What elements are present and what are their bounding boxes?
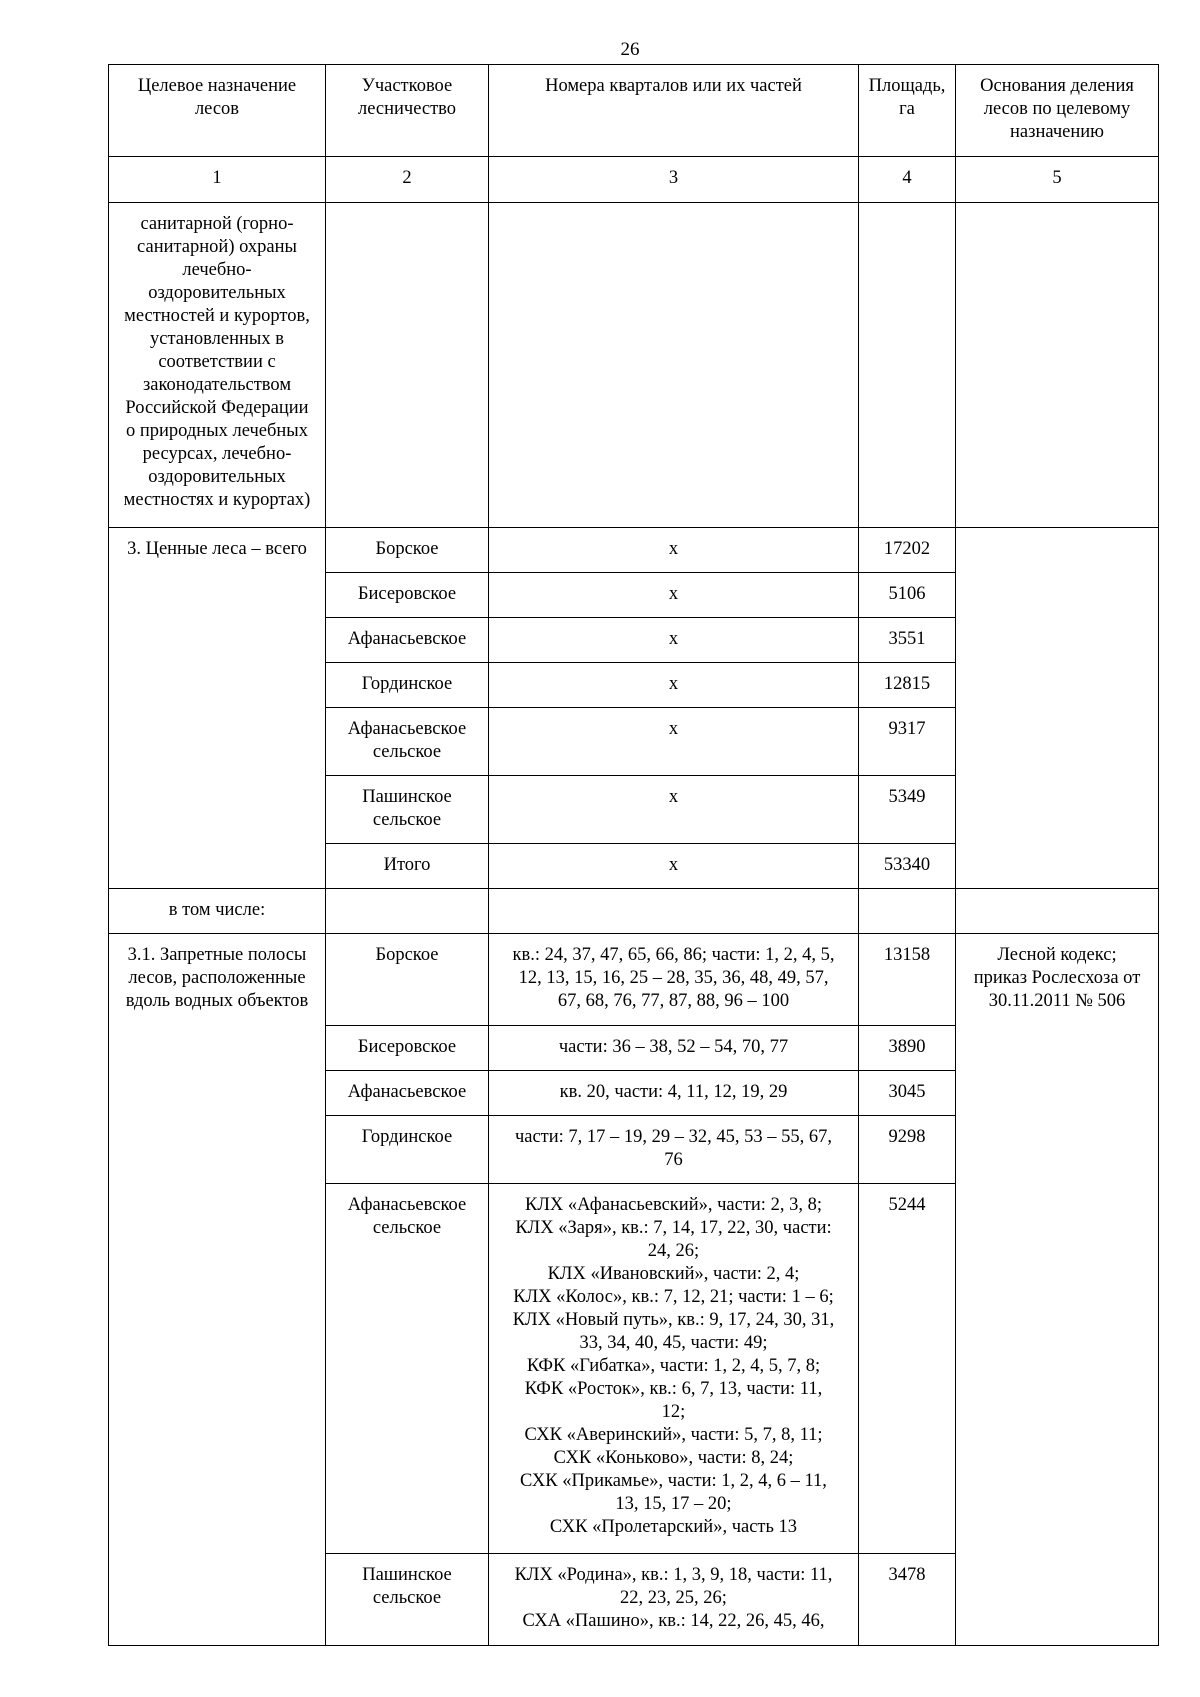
area-cell: 53340: [859, 844, 956, 889]
area-cell: 5349: [859, 776, 956, 844]
empty-cell: [326, 203, 489, 528]
table-row: [109, 889, 1159, 934]
empty-cell: [859, 203, 956, 528]
area-cell: 3890: [859, 1026, 956, 1071]
page-number: 26: [620, 39, 640, 60]
area-cell: 12815: [859, 663, 956, 708]
column-number: 5: [956, 157, 1159, 203]
forestry-cell: Борское: [326, 528, 489, 573]
forestry-cell: Гординское: [326, 1116, 489, 1184]
basis-cell: [956, 528, 1159, 889]
empty-cell: [489, 203, 859, 528]
forestry-cell: Борское: [326, 934, 489, 1026]
forestry-cell: Бисеровское: [326, 573, 489, 618]
table-row: [109, 934, 1159, 1026]
including-label: в том числе:: [109, 889, 326, 934]
column-number: 4: [859, 157, 956, 203]
forest-purpose-table: [108, 64, 1159, 1646]
quarters-cell: х: [489, 663, 859, 708]
area-cell: 13158: [859, 934, 956, 1026]
quarters-cell: х: [489, 708, 859, 776]
area-cell: 3045: [859, 1071, 956, 1116]
purpose-cell: 3. Ценные леса – всего: [109, 528, 326, 889]
quarters-cell: х: [489, 528, 859, 573]
quarters-cell: х: [489, 573, 859, 618]
area-cell: 5106: [859, 573, 956, 618]
forestry-cell: Афанасьевское: [326, 1071, 489, 1116]
area-cell: 9298: [859, 1116, 956, 1184]
quarters-cell: х: [489, 776, 859, 844]
quarters-cell: х: [489, 844, 859, 889]
quarters-cell: КЛХ «Афанасьевский», части: 2, 3, 8; КЛХ «Заря», кв.: 7, 14, 17, 22, 30, части: 24, 26; КЛХ «Ивановский», части: 2, 4; КЛХ «Колос», кв.: 7, 12, 21; части: 1 – 6; КЛХ «Новый путь», кв.: 9, 17, 24, 30, 31, 33, 34, 40, 45, части: 49; КФК «Гибатка», части: 1, 2, 4, 5, 7, 8; КФК «Росток», кв.: 6, 7, 13, части: 11, 12; СХК «Аверинский», части: 5, 7, 8, 11; СХК «Коньково», части: 8, 24; СХК «Прикамье», части: 1, 2, 4, 6 – 11, 13, 15, 17 – 20; СХК «Пролетарский», часть 13: [489, 1184, 859, 1554]
column-number: 2: [326, 157, 489, 203]
header-row: [109, 65, 1159, 157]
column-number-row: [109, 157, 1159, 203]
forestry-cell: Бисеровское: [326, 1026, 489, 1071]
area-cell: 3551: [859, 618, 956, 663]
area-cell: 5244: [859, 1184, 956, 1554]
forestry-cell: Афанасьевское сельское: [326, 1184, 489, 1554]
quarters-cell: части: 36 – 38, 52 – 54, 70, 77: [489, 1026, 859, 1071]
empty-cell: [326, 889, 489, 934]
quarters-cell: КЛХ «Родина», кв.: 1, 3, 9, 18, части: 11, 22, 23, 25, 26; СХА «Пашино», кв.: 14, 22, 26, 45, 46,: [489, 1554, 859, 1646]
header-basis: Основания деления лесов по целевому назначению: [956, 65, 1159, 157]
empty-cell: [859, 889, 956, 934]
header-forestry: Участковое лесничество: [326, 65, 489, 157]
area-cell: 17202: [859, 528, 956, 573]
quarters-cell: х: [489, 618, 859, 663]
empty-cell: [956, 889, 1159, 934]
column-number: 1: [109, 157, 326, 203]
quarters-cell: кв. 20, части: 4, 11, 12, 19, 29: [489, 1071, 859, 1116]
purpose-cell: 3.1. Запретные полосы лесов, расположенные вдоль водных объектов: [109, 934, 326, 1646]
forestry-cell: Пашинское сельское: [326, 776, 489, 844]
column-number: 3: [489, 157, 859, 203]
quarters-cell: части: 7, 17 – 19, 29 – 32, 45, 53 – 55, 67, 76: [489, 1116, 859, 1184]
forestry-cell: Афанасьевское сельское: [326, 708, 489, 776]
basis-cell: Лесной кодекс; приказ Рослесхоза от 30.11.2011 № 506: [956, 934, 1159, 1646]
area-cell: 9317: [859, 708, 956, 776]
forestry-cell: Пашинское сельское: [326, 1554, 489, 1646]
empty-cell: [489, 889, 859, 934]
quarters-cell: кв.: 24, 37, 47, 65, 66, 86; части: 1, 2, 4, 5, 12, 13, 15, 16, 25 – 28, 35, 36, 48, 49, 57, 67, 68, 76, 77, 87, 88, 96 – 100: [489, 934, 859, 1026]
header-area: Площадь, га: [859, 65, 956, 157]
purpose-cell: санитарной (горно- санитарной) охраны лечебно- оздоровительных местностей и курортов, установленных в соответствии с законодательством Российской Федерации о природных лечебных ресурсах, лечебно- оздоровительных местностях и курортах): [109, 203, 326, 528]
table-row: [109, 203, 1159, 528]
table-row: [109, 528, 1159, 573]
empty-cell: [956, 203, 1159, 528]
forestry-cell: Итого: [326, 844, 489, 889]
forestry-cell: Гординское: [326, 663, 489, 708]
forestry-cell: Афанасьевское: [326, 618, 489, 663]
header-quarters: Номера кварталов или их частей: [489, 65, 859, 157]
header-purpose: Целевое назначение лесов: [109, 65, 326, 157]
area-cell: 3478: [859, 1554, 956, 1646]
